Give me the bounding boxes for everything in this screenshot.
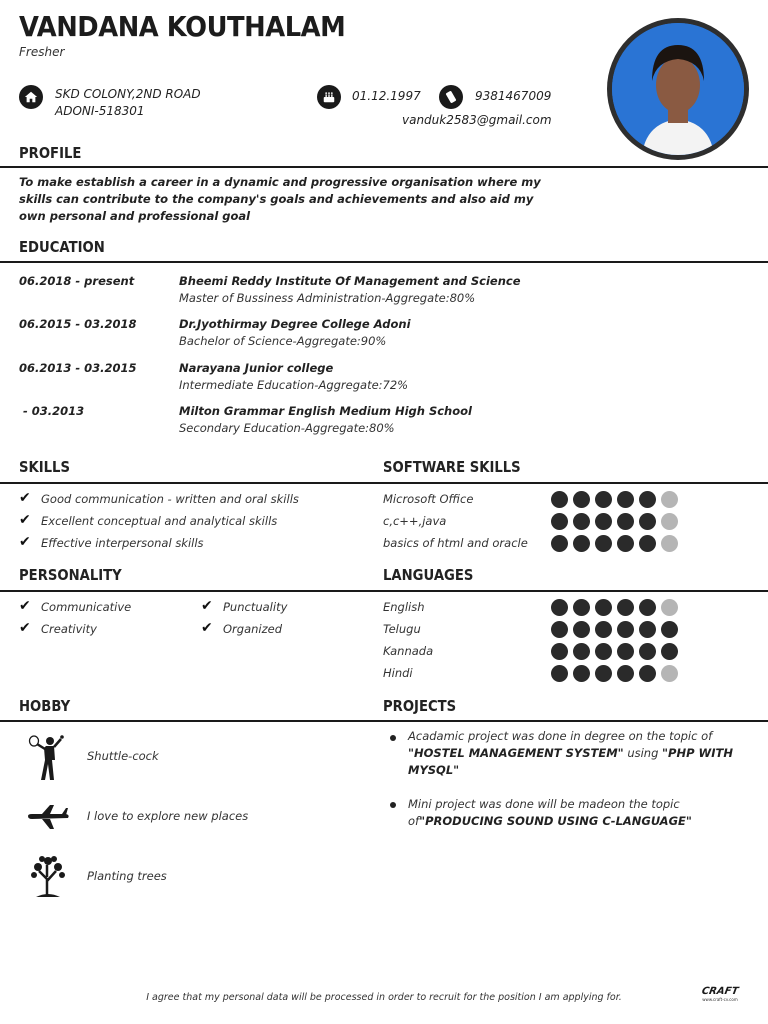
birthday-cake-icon	[317, 85, 341, 109]
rating-dot-filled	[595, 643, 612, 660]
section-title-languages: LANGUAGES	[383, 566, 474, 584]
bullet	[390, 735, 396, 741]
education-detail: Bachelor of Science-Aggregate:90%	[179, 334, 387, 348]
rating-dot-filled	[617, 535, 634, 552]
address-line-1: SKD COLONY,2ND ROAD	[55, 87, 201, 101]
rating-dot-filled	[595, 599, 612, 616]
project-item	[408, 728, 738, 779]
rating-dot-filled	[573, 513, 590, 530]
rating-dot-filled	[617, 491, 634, 508]
check-icon: ✔	[19, 598, 31, 614]
section-title-profile: PROFILE	[19, 144, 82, 162]
language-name: Kannada	[383, 644, 434, 658]
address-line-2: ADONI-518301	[55, 104, 145, 118]
check-icon: ✔	[19, 534, 31, 550]
rating-dot-empty	[661, 665, 678, 682]
rating-dot-empty	[661, 513, 678, 530]
language-rating	[551, 621, 678, 638]
project-title: "PRODUCING SOUND USING C-LANGUAGE"	[419, 814, 692, 828]
rating-dot-filled	[551, 665, 568, 682]
rating-dot-filled	[573, 599, 590, 616]
check-icon: ✔	[19, 490, 31, 506]
personality-item: Creativity	[41, 622, 97, 636]
rating-dot-filled	[661, 643, 678, 660]
project-title: "HOSTEL MANAGEMENT SYSTEM"	[408, 746, 624, 760]
home-icon	[19, 85, 43, 109]
divider	[0, 590, 768, 592]
software-skill-rating	[551, 535, 678, 552]
rating-dot-filled	[551, 535, 568, 552]
rating-dot-filled	[595, 535, 612, 552]
check-icon: ✔	[201, 598, 213, 614]
rating-dot-filled	[661, 621, 678, 638]
date-of-birth: 01.12.1997	[352, 89, 421, 103]
divider	[0, 482, 768, 484]
craft-cv-logo	[698, 986, 742, 1002]
section-title-software-skills: SOFTWARE SKILLS	[383, 458, 521, 476]
phone-icon	[439, 85, 463, 109]
rating-dot-filled	[595, 513, 612, 530]
rating-dot-filled	[551, 491, 568, 508]
software-skill-rating	[551, 513, 678, 530]
rating-dot-filled	[551, 643, 568, 660]
hobby-label: Planting trees	[87, 869, 167, 883]
personality-item: Organized	[223, 622, 283, 636]
check-icon: ✔	[19, 620, 31, 636]
education-detail: Master of Bussiness Administration-Aggregate:80%	[179, 291, 476, 305]
education-dates: 06.2018 - present	[19, 274, 135, 288]
rating-dot-filled	[639, 599, 656, 616]
personality-item: Communicative	[41, 600, 132, 614]
divider	[0, 720, 768, 722]
rating-dot-filled	[573, 665, 590, 682]
language-name: English	[383, 600, 425, 614]
project-text: using	[623, 746, 663, 760]
education-dates: 06.2015 - 03.2018	[19, 317, 137, 331]
section-title-personality: PERSONALITY	[19, 566, 122, 584]
language-rating	[551, 665, 678, 682]
section-title-skills: SKILLS	[19, 458, 70, 476]
skill-item: Excellent conceptual and analytical skills	[41, 514, 278, 528]
software-skill-name: Microsoft Office	[383, 492, 474, 506]
rating-dot-filled	[639, 535, 656, 552]
education-school: Narayana Junior college	[179, 361, 334, 375]
language-name: Telugu	[383, 622, 421, 636]
rating-dot-filled	[617, 599, 634, 616]
rating-dot-filled	[639, 643, 656, 660]
rating-dot-filled	[595, 621, 612, 638]
skill-item: Good communication - written and oral skills	[41, 492, 299, 506]
candidate-role: Fresher	[19, 45, 65, 59]
rating-dot-filled	[573, 491, 590, 508]
rating-dot-filled	[573, 643, 590, 660]
education-school: Milton Grammar English Medium High School	[179, 404, 472, 418]
skill-item: Effective interpersonal skills	[41, 536, 204, 550]
rating-dot-filled	[617, 665, 634, 682]
section-title-projects: PROJECTS	[383, 697, 457, 715]
rating-dot-filled	[639, 621, 656, 638]
divider	[0, 261, 768, 263]
hobby-label: Shuttle-cock	[87, 749, 159, 763]
phone-number: 9381467009	[475, 89, 552, 103]
rating-dot-empty	[661, 535, 678, 552]
rating-dot-empty	[661, 599, 678, 616]
candidate-name: VANDANA KOUTHALAM	[19, 10, 346, 43]
section-title-education: EDUCATION	[19, 238, 105, 256]
education-dates: 06.2013 - 03.2015	[19, 361, 137, 375]
rating-dot-filled	[639, 513, 656, 530]
rating-dot-filled	[595, 491, 612, 508]
check-icon: ✔	[201, 620, 213, 636]
rating-dot-filled	[595, 665, 612, 682]
software-skill-rating	[551, 491, 678, 508]
project-text: Acadamic project was done in degree on the topic of	[408, 729, 713, 743]
badminton-player-icon	[28, 734, 66, 786]
tree-icon	[28, 853, 68, 903]
rating-dot-filled	[573, 621, 590, 638]
consent-footer: I agree that my personal data will be processed in order to recruit for the position I am applying for.	[146, 992, 622, 1003]
rating-dot-filled	[617, 513, 634, 530]
bullet	[390, 802, 396, 808]
rating-dot-filled	[639, 665, 656, 682]
section-title-hobby: HOBBY	[19, 697, 71, 715]
education-detail: Intermediate Education-Aggregate:72%	[179, 378, 409, 392]
profile-text: To make establish a career in a dynamic and progressive organisation where my skills can contribute to the company's goals and achievements and also aid my own personal and professional goal	[19, 175, 541, 223]
logo-url: www.craft-cv.com	[702, 997, 738, 1002]
education-school: Bheemi Reddy Institute Of Management and Science	[179, 274, 521, 288]
project-text: Mini project was done will be madeon the topic of	[408, 797, 680, 828]
education-dates: - 03.2013	[19, 404, 85, 418]
education-detail: Secondary Education-Aggregate:80%	[179, 421, 395, 435]
profile-photo	[607, 18, 749, 160]
language-name: Hindi	[383, 666, 413, 680]
education-school: Dr.Jyothirmay Degree College Adoni	[179, 317, 411, 331]
rating-dot-filled	[639, 491, 656, 508]
rating-dot-filled	[617, 643, 634, 660]
check-icon: ✔	[19, 512, 31, 528]
rating-dot-filled	[617, 621, 634, 638]
personality-item: Punctuality	[223, 600, 288, 614]
rating-dot-empty	[661, 491, 678, 508]
divider	[0, 166, 768, 168]
rating-dot-filled	[551, 621, 568, 638]
logo-text: CRAFT	[700, 986, 740, 997]
language-rating	[551, 643, 678, 660]
project-item	[408, 796, 738, 830]
email-address: vanduk2583@gmail.com	[402, 113, 552, 127]
language-rating	[551, 599, 678, 616]
rating-dot-filled	[573, 535, 590, 552]
software-skill-name: basics of html and oracle	[383, 536, 528, 550]
project-title: "PHP WITH MYSQL"	[408, 746, 733, 777]
hobby-label: I love to explore new places	[87, 809, 249, 823]
rating-dot-filled	[551, 599, 568, 616]
software-skill-name: c,c++,java	[383, 514, 447, 528]
airplane-icon	[26, 804, 70, 834]
rating-dot-filled	[551, 513, 568, 530]
